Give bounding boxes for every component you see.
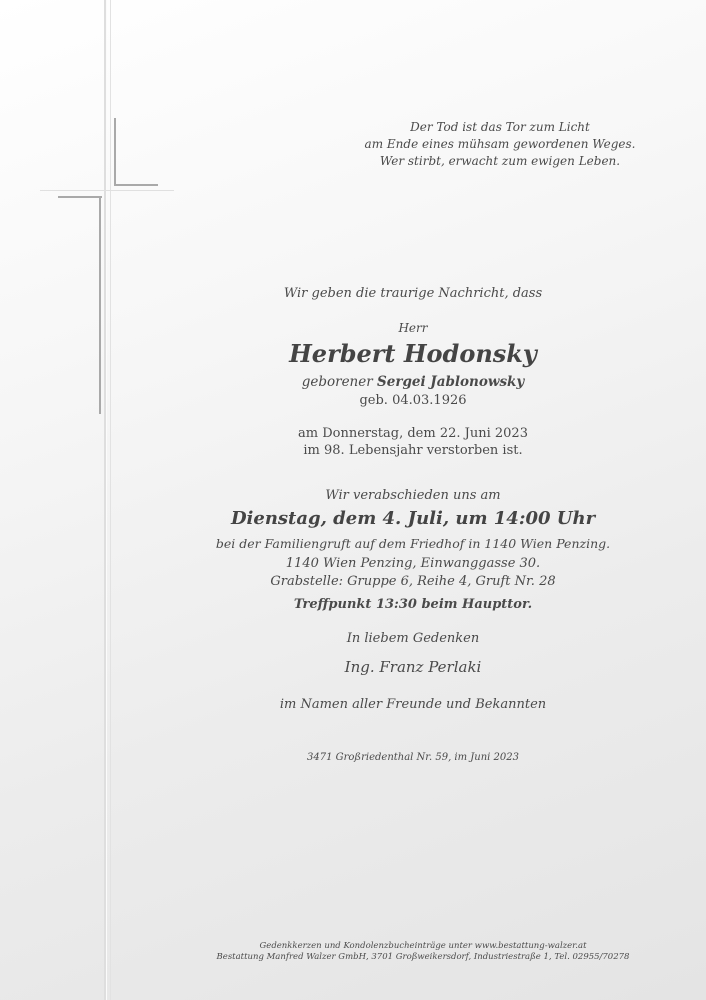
- born-prefix: geborener: [301, 374, 373, 390]
- background-horizontal-line: [40, 190, 174, 191]
- birth-date: geb. 04.03.1926: [359, 393, 467, 408]
- salutation: Herr: [398, 321, 428, 335]
- on-behalf-line: im Namen aller Freunde und Bekannten: [279, 697, 547, 712]
- death-date: am Donnerstag, dem 22. Juni 2023: [298, 426, 528, 441]
- quote: [340, 119, 660, 170]
- funeral-intro: Wir verabschieden uns am: [325, 488, 501, 503]
- birth-name: Sergei Jablonowsky: [377, 374, 525, 390]
- quote-line: Der Tod ist das Tor zum Licht: [410, 120, 590, 134]
- funeral-date-time: Dienstag, dem 4. Juli, um 14:00 Uhr: [230, 508, 596, 529]
- memory-intro: In liebem Gedenken: [346, 631, 480, 646]
- age-line: im 98. Lebensjahr verstorben ist.: [303, 443, 523, 458]
- signer-name: Ing. Franz Perlaki: [344, 658, 482, 676]
- footer-line: Bestattung Manfred Walzer GmbH, 3701 Großweikersdorf, Industriestraße 1, Tel. 02955/70278: [216, 952, 630, 962]
- background-vertical-line: [104, 0, 106, 1000]
- quote-line: Wer stirbt, erwacht zum ewigen Leben.: [379, 154, 621, 168]
- deceased-name: Herbert Hodonsky: [289, 339, 537, 368]
- cross-lower-bar: [99, 196, 101, 414]
- place-date: 3471 Großriedenthal Nr. 59, im Juni 2023: [307, 752, 519, 763]
- footer-line: Gedenkkerzen und Kondolenzbucheinträge unter www.bestattung-walzer.at: [259, 941, 587, 951]
- grave-location: Grabstelle: Gruppe 6, Reihe 4, Gruft Nr. 28: [270, 574, 556, 589]
- cross-right-bar: [114, 184, 158, 186]
- funeral-address: 1140 Wien Penzing, Einwanggasse 30.: [285, 556, 541, 571]
- footer: [170, 941, 676, 963]
- cross-left-bar: [58, 196, 102, 198]
- birth-name-line: [190, 374, 636, 390]
- meeting-point: Treffpunkt 13:30 beim Haupttor.: [293, 597, 533, 612]
- notice-intro: Wir geben die traurige Nachricht, dass: [283, 286, 543, 301]
- background-vertical-line: [110, 0, 111, 1000]
- funeral-location: bei der Familiengruft auf dem Friedhof in 1140 Wien Penzing.: [215, 536, 611, 551]
- quote-line: am Ende eines mühsam gewordenen Weges.: [364, 137, 636, 151]
- cross-upper-bar: [114, 118, 116, 186]
